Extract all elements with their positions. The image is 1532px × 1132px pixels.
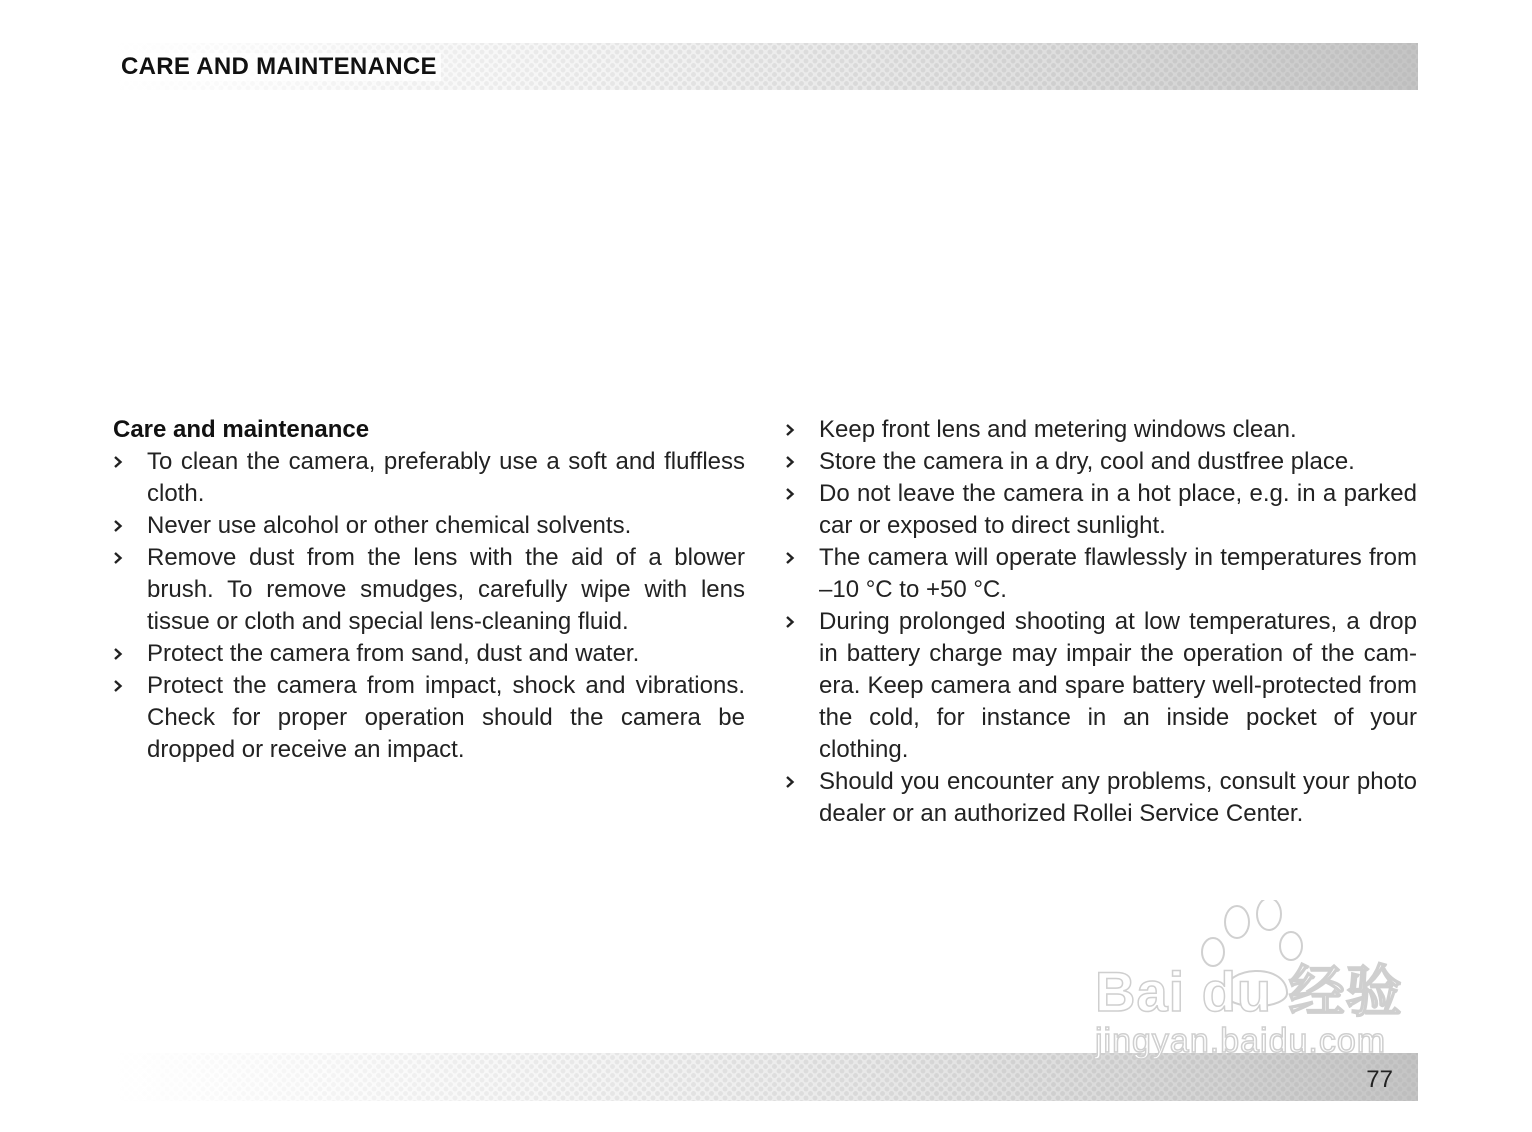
chevron-right-icon xyxy=(785,766,799,798)
list-item-text: During prolonged shooting at low temperatures, a drop in battery charge may impair the operation of the cam-era. Keep camera and spare battery well-protected from the cold, for instance in an inside pocket of your clothing. xyxy=(819,608,1417,763)
chevron-right-icon xyxy=(785,478,799,510)
list-item-text: Do not leave the camera in a hot place, e.g. in a parked car or exposed to direct sunlight. xyxy=(819,480,1417,539)
chevron-right-icon xyxy=(785,542,799,574)
list-item xyxy=(113,542,745,638)
list-item xyxy=(113,670,745,766)
list-item-text: Should you encounter any problems, consult your photo dealer or an authorized Rollei Service Center. xyxy=(819,768,1417,827)
chevron-right-icon xyxy=(113,670,127,702)
left-column xyxy=(113,414,745,766)
page-header-title: CARE AND MAINTENANCE xyxy=(121,53,441,81)
watermark-url-text: jingyan.baidu.com xyxy=(1095,1022,1387,1060)
list-item xyxy=(785,606,1417,766)
list-item xyxy=(785,766,1417,830)
list-item xyxy=(785,478,1417,542)
list-item-text: Never use alcohol or other chemical solvents. xyxy=(147,512,632,539)
chevron-right-icon xyxy=(113,446,127,478)
list-item xyxy=(785,542,1417,606)
chevron-right-icon xyxy=(113,542,127,574)
section-heading: Care and maintenance xyxy=(113,416,370,443)
list-item xyxy=(113,510,745,542)
chevron-right-icon xyxy=(785,414,799,446)
list-item xyxy=(785,414,1417,446)
left-bullet-list xyxy=(113,446,745,766)
list-item xyxy=(113,446,745,510)
list-item-text: Remove dust from the lens with the aid of a blower brush. To remove smudges, carefully wipe with lens tissue or cloth and special lens-cleaning fluid. xyxy=(147,544,745,635)
list-item-text: To clean the camera, preferably use a soft and fluffless cloth. xyxy=(147,448,745,507)
chevron-right-icon xyxy=(113,638,127,670)
right-bullet-list xyxy=(785,414,1417,830)
chevron-right-icon xyxy=(785,446,799,478)
list-item-text: Keep front lens and metering windows clean. xyxy=(819,416,1297,443)
watermark-brand-text: Bai du 经验 xyxy=(1095,960,1403,1023)
list-item-text: Protect the camera from impact, shock and vibrations. Check for proper operation should the camera be dropped or receive an impact. xyxy=(147,672,745,763)
right-column xyxy=(785,414,1417,830)
list-item-text: Protect the camera from sand, dust and water. xyxy=(147,640,640,667)
chevron-right-icon xyxy=(785,606,799,638)
page-number: 77 xyxy=(1366,1066,1393,1093)
list-item xyxy=(785,446,1417,478)
chevron-right-icon xyxy=(113,510,127,542)
list-item-text: The camera will operate flawlessly in temperatures from –10 °C to +50 °C. xyxy=(819,544,1417,603)
list-item-text: Store the camera in a dry, cool and dustfree place. xyxy=(819,448,1355,475)
list-item xyxy=(113,638,745,670)
